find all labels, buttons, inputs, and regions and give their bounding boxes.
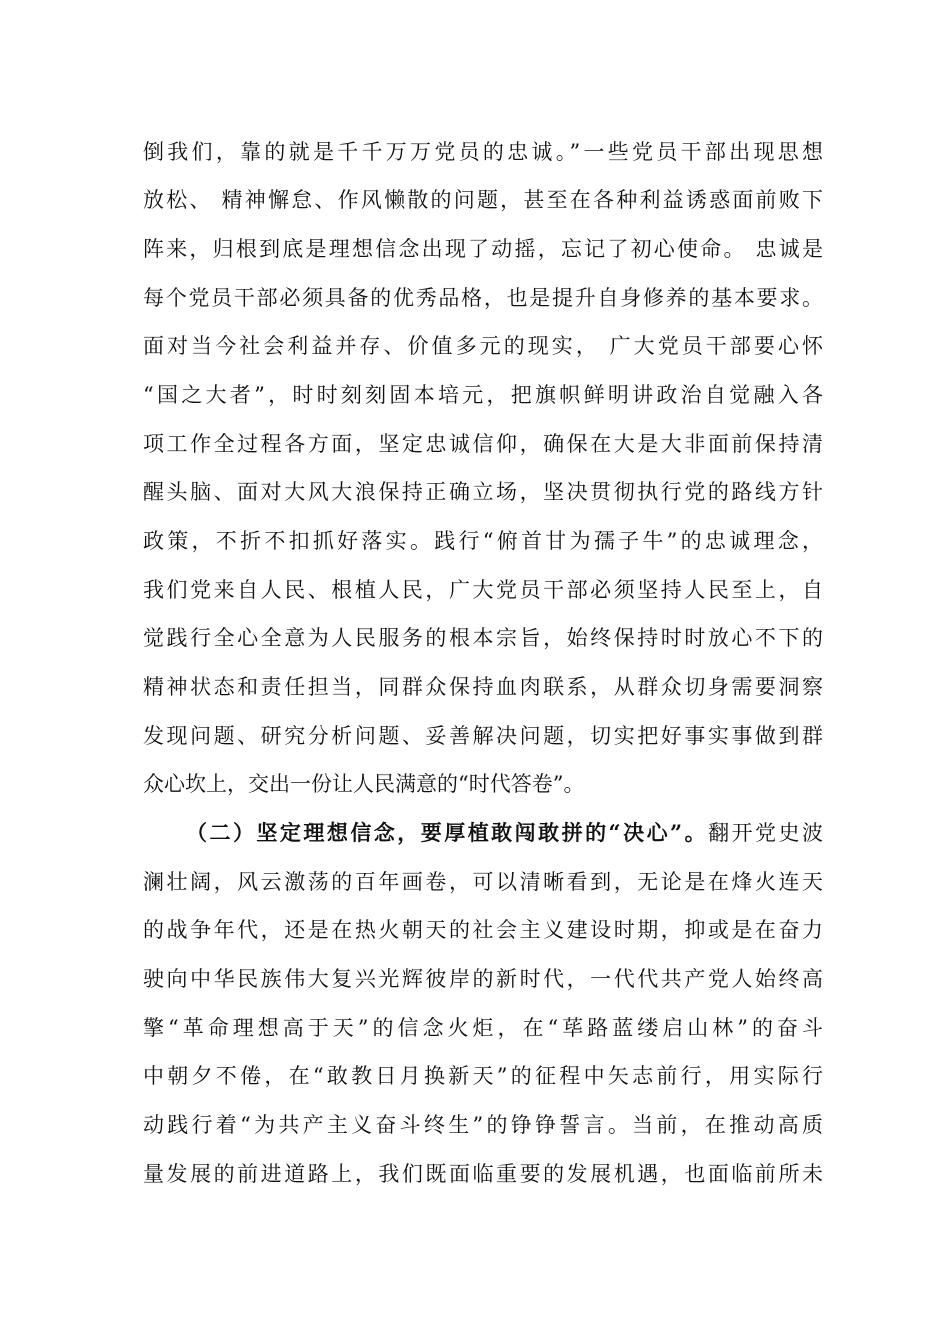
- paragraph-line: 发现问题、研究分析问题、妥善解决问题，切实把好事实事做到群: [143, 724, 823, 748]
- paragraph-line-rest: 翻开党史波: [708, 821, 823, 845]
- paragraph-line: 项工作全过程各方面，坚定忠诚信仰，确保在大是大非面前保持清: [143, 432, 823, 456]
- paragraph-line: 倒我们，靠的就是千千万万党员的忠诚。”一些党员干部出现思想: [143, 140, 823, 164]
- paragraph-line: 精神状态和责任担当，同群众保持血肉联系，从群众切身需要洞察: [143, 675, 823, 699]
- paragraph-line: 驶向中华民族伟大复兴光辉彼岸的新时代，一代代共产党人始终高: [143, 967, 823, 991]
- paragraph-line: 动践行着“为共产主义奋斗终生”的铮铮誓言。当前，在推动高质: [143, 1113, 823, 1137]
- paragraph-line: 我们党来自人民、根植人民，广大党员干部必须坚持人民至上，自: [143, 578, 823, 602]
- paragraph-line: 面对当今社会利益并存、价值多元的现实， 广大党员干部要心怀: [143, 334, 823, 358]
- paragraph-line: 政策，不折不扣抓好落实。践行“俯首甘为孺子牛”的忠诚理念，: [143, 529, 823, 553]
- paragraph-line: 觉践行全心全意为人民服务的根本宗旨，始终保持时时放心不下的: [143, 626, 823, 650]
- paragraph-line: 放松、 精神懈怠、作风懒散的问题，甚至在各种利益诱惑面前败下: [143, 188, 823, 212]
- section-heading-line: [186, 809, 823, 857]
- section-heading: （二）坚定理想信念，要厚植敢闯敢拼的“决心”。: [186, 820, 709, 845]
- paragraph-line: 量发展的前进道路上，我们既面临重要的发展机遇，也面临前所未: [143, 1162, 823, 1186]
- paragraph-line: 澜壮阔，风云激荡的百年画卷，可以清晰看到，无论是在烽火连天: [143, 870, 823, 894]
- paragraph-line: 众心坎上，交出一份让人民满意的“时代答卷”。: [143, 772, 585, 796]
- paragraph-line: 醒头脑、面对大风大浪保持正确立场，坚决贯彻执行党的路线方针: [143, 480, 823, 504]
- paragraph-line: “国之大者”，时时刻刻固本培元，把旗帜鲜明讲政治自觉融入各: [143, 383, 823, 407]
- paragraph-line: 每个党员干部必须具备的优秀品格，也是提升自身修养的基本要求。: [143, 286, 823, 310]
- paragraph-line: 阵来，归根到底是理想信念出现了动摇，忘记了初心使命。 忠诚是: [143, 237, 823, 261]
- paragraph-line: 擎“革命理想高于天”的信念火炬，在“荜路蓝缕启山林”的奋斗: [143, 1016, 823, 1040]
- paragraph-line: 中朝夕不倦，在“敢教日月换新天”的征程中矢志前行，用实际行: [143, 1064, 823, 1088]
- paragraph-line: 的战争年代，还是在热火朝天的社会主义建设时期，抑或是在奋力: [143, 918, 823, 942]
